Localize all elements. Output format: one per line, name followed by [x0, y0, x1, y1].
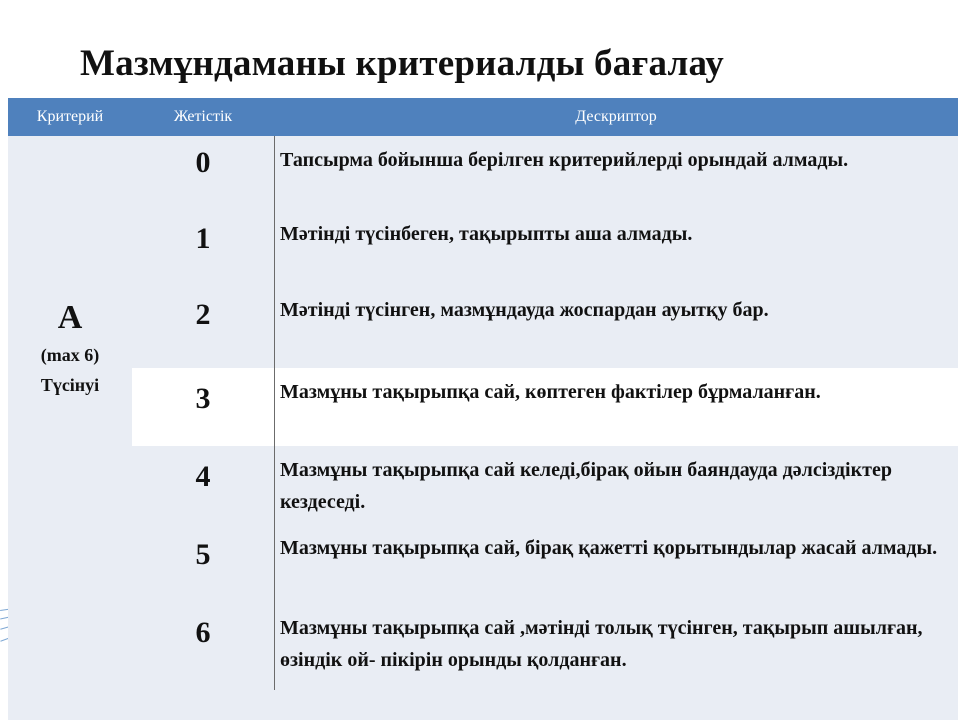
table-row: [132, 524, 958, 602]
descriptor-text: Мазмұны тақырыпқа сай, көптеген фактілер бұрмаланған.: [280, 381, 821, 403]
score-value: 1: [195, 222, 211, 255]
score-value: 2: [195, 298, 211, 331]
score-value: 5: [195, 538, 211, 571]
header-criterion: Критерий: [8, 98, 132, 136]
table-row: [132, 136, 958, 208]
descriptor-text: Тапсырма бойынша берілген критерийлерді орындай алмады.: [280, 149, 849, 171]
descriptor-text: Мазмұны тақырыпқа сай, бірақ қажетті қорытындылар жасай алмады.: [280, 537, 938, 559]
table-row: [132, 368, 958, 446]
score-value: 6: [195, 616, 211, 649]
criterion-letter: A: [57, 299, 83, 336]
descriptor-text: Мазмұны тақырыпқа сай келеді,бірақ ойын баяндауда дәлсіздіктер кездеседі.: [280, 459, 892, 513]
criteria-table: [8, 98, 958, 720]
table-row: [132, 602, 958, 720]
criterion-name: Түсінуі: [40, 375, 100, 395]
column-divider: [274, 136, 275, 690]
header-achievement: Жетістік: [132, 98, 274, 136]
header-descriptor: Дескриптор: [274, 98, 958, 136]
score-value: 4: [195, 460, 211, 493]
descriptor-text: Мазмұны тақырыпқа сай ,мәтінді толық түсінген, тақырып ашылған, өзіндік ой- пікірін орынды қолданған.: [280, 617, 923, 671]
descriptor-text: Мәтінді түсінген, мазмұндауда жоспардан ауытқу бар.: [280, 299, 769, 321]
table-row: [132, 446, 958, 524]
descriptor-text: Мәтінді түсінбеген, тақырыпты аша алмады.: [280, 223, 693, 245]
criterion-cell: [8, 136, 132, 720]
criterion-max: (max 6): [40, 345, 100, 365]
page-title: Мазмұндаманы критериалды бағалау: [80, 43, 724, 84]
score-value: 3: [195, 382, 211, 415]
table-row: [132, 208, 958, 368]
score-value: 0: [195, 146, 211, 179]
